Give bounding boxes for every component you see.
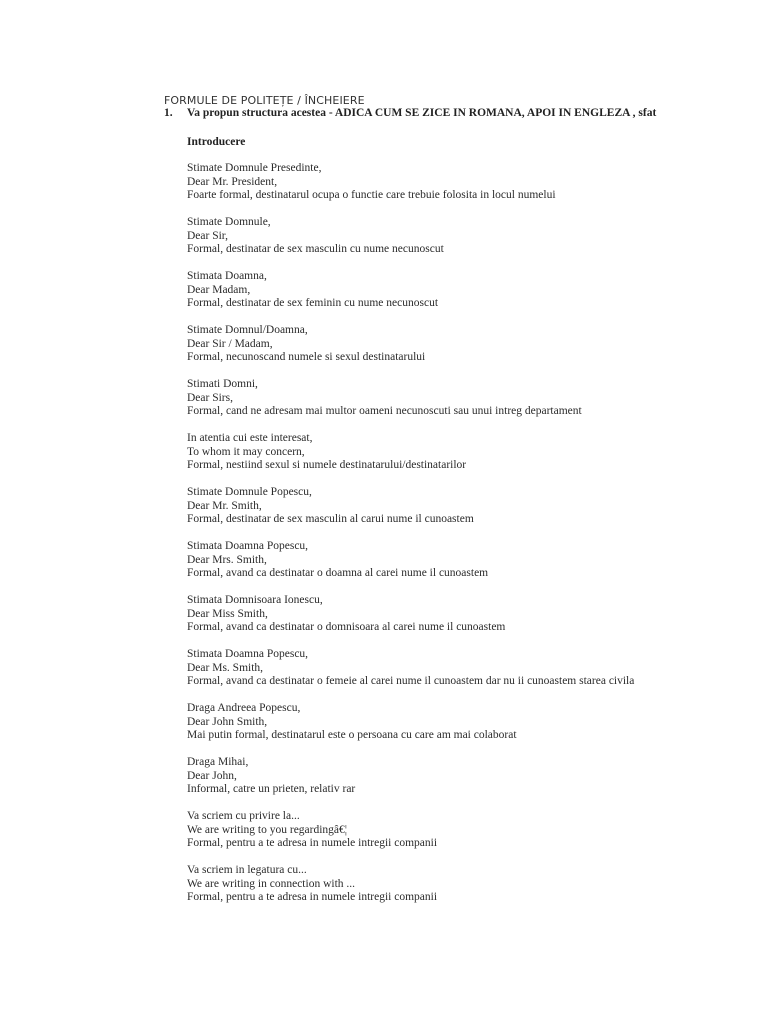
list-item-text: Va propun structura acestea - ADICA CUM SE ZICE IN ROMANA, APOI IN ENGLEZA , sfat	[187, 107, 657, 119]
usage-note: Foarte formal, destinatarul ocupa o functie care trebuie folosita in locul numelui	[187, 189, 556, 201]
phrase-entry	[187, 324, 747, 378]
romanian-phrase: Stimate Domnule Presedinte,	[187, 162, 322, 174]
english-phrase: Dear John Smith,	[187, 715, 268, 728]
phrase-entry	[187, 756, 747, 810]
usage-note: Informal, catre un prieten, relativ rar	[187, 783, 356, 795]
romanian-phrase: Va scriem cu privire la...	[187, 810, 300, 822]
english-phrase: Dear Mrs. Smith,	[187, 553, 267, 566]
phrase-entry	[187, 216, 747, 270]
phrase-entry	[187, 702, 747, 756]
usage-note: Formal, avand ca destinatar o doamna al carei nume il cunoastem	[187, 567, 489, 579]
usage-note: Mai putin formal, destinatarul este o persoana cu care am mai colaborat	[187, 729, 517, 741]
usage-note: Formal, destinatar de sex masculin al carui nume il cunoastem	[187, 513, 474, 525]
phrase-entry	[187, 648, 747, 702]
romanian-phrase: In atentia cui este interesat,	[187, 432, 313, 444]
romanian-phrase: Stimate Domnul/Doamna,	[187, 324, 308, 336]
document-heading: FORMULE DE POLITEȚE / ÎNCHEIERE	[164, 94, 365, 107]
english-phrase: Dear Mr. Smith,	[187, 499, 262, 512]
english-phrase: Dear John,	[187, 769, 237, 782]
romanian-phrase: Stimata Domnisoara Ionescu,	[187, 594, 323, 606]
phrase-entry	[187, 864, 747, 918]
usage-note: Formal, avand ca destinatar o domnisoara al carei nume il cunoastem	[187, 621, 506, 633]
romanian-phrase: Stimati Domni,	[187, 378, 258, 390]
romanian-phrase: Draga Andreea Popescu,	[187, 702, 301, 714]
phrase-entry	[187, 378, 747, 432]
romanian-phrase: Stimata Doamna,	[187, 270, 267, 282]
english-phrase: Dear Mr. President,	[187, 175, 278, 188]
english-phrase: Dear Sir / Madam,	[187, 337, 273, 350]
usage-note: Formal, avand ca destinatar o femeie al carei nume il cunoastem dar nu ii cunoastem starea civila	[187, 675, 635, 687]
phrase-list	[187, 162, 747, 918]
romanian-phrase: Stimate Domnule Popescu,	[187, 486, 312, 498]
english-phrase: Dear Miss Smith,	[187, 607, 268, 620]
usage-note: Formal, destinatar de sex feminin cu nume necunoscut	[187, 297, 439, 309]
usage-note: Formal, pentru a te adresa in numele intregii companii	[187, 891, 438, 903]
phrase-entry	[187, 594, 747, 648]
phrase-entry	[187, 540, 747, 594]
romanian-phrase: Stimate Domnule,	[187, 216, 271, 228]
usage-note: Formal, necunoscand numele si sexul destinatarului	[187, 351, 426, 363]
romanian-phrase: Va scriem in legatura cu...	[187, 864, 307, 876]
usage-note: Formal, nestiind sexul si numele destinatarului/destinatarilor	[187, 459, 467, 471]
phrase-entry	[187, 810, 747, 864]
numbered-list-item	[164, 107, 656, 119]
english-phrase: We are writing in connection with ...	[187, 877, 356, 890]
romanian-phrase: Draga Mihai,	[187, 756, 249, 768]
romanian-phrase: Stimata Doamna Popescu,	[187, 648, 309, 660]
english-phrase: Dear Sirs,	[187, 391, 233, 404]
english-phrase: Dear Ms. Smith,	[187, 661, 264, 674]
phrase-entry	[187, 162, 747, 216]
english-phrase: Dear Madam,	[187, 283, 251, 296]
english-phrase: To whom it may concern,	[187, 445, 305, 458]
english-phrase: We are writing to you regardingâ€¦	[187, 823, 348, 836]
section-title: Introducere	[187, 136, 246, 148]
english-phrase: Dear Sir,	[187, 229, 229, 242]
phrase-entry	[187, 486, 747, 540]
usage-note: Formal, pentru a te adresa in numele intregii companii	[187, 837, 438, 849]
usage-note: Formal, destinatar de sex masculin cu nume necunoscut	[187, 243, 444, 255]
list-item-number: 1.	[164, 107, 173, 119]
romanian-phrase: Stimata Doamna Popescu,	[187, 540, 309, 552]
phrase-entry	[187, 432, 747, 486]
usage-note: Formal, cand ne adresam mai multor oameni necunoscuti sau unui intreg departament	[187, 405, 582, 417]
phrase-entry	[187, 270, 747, 324]
